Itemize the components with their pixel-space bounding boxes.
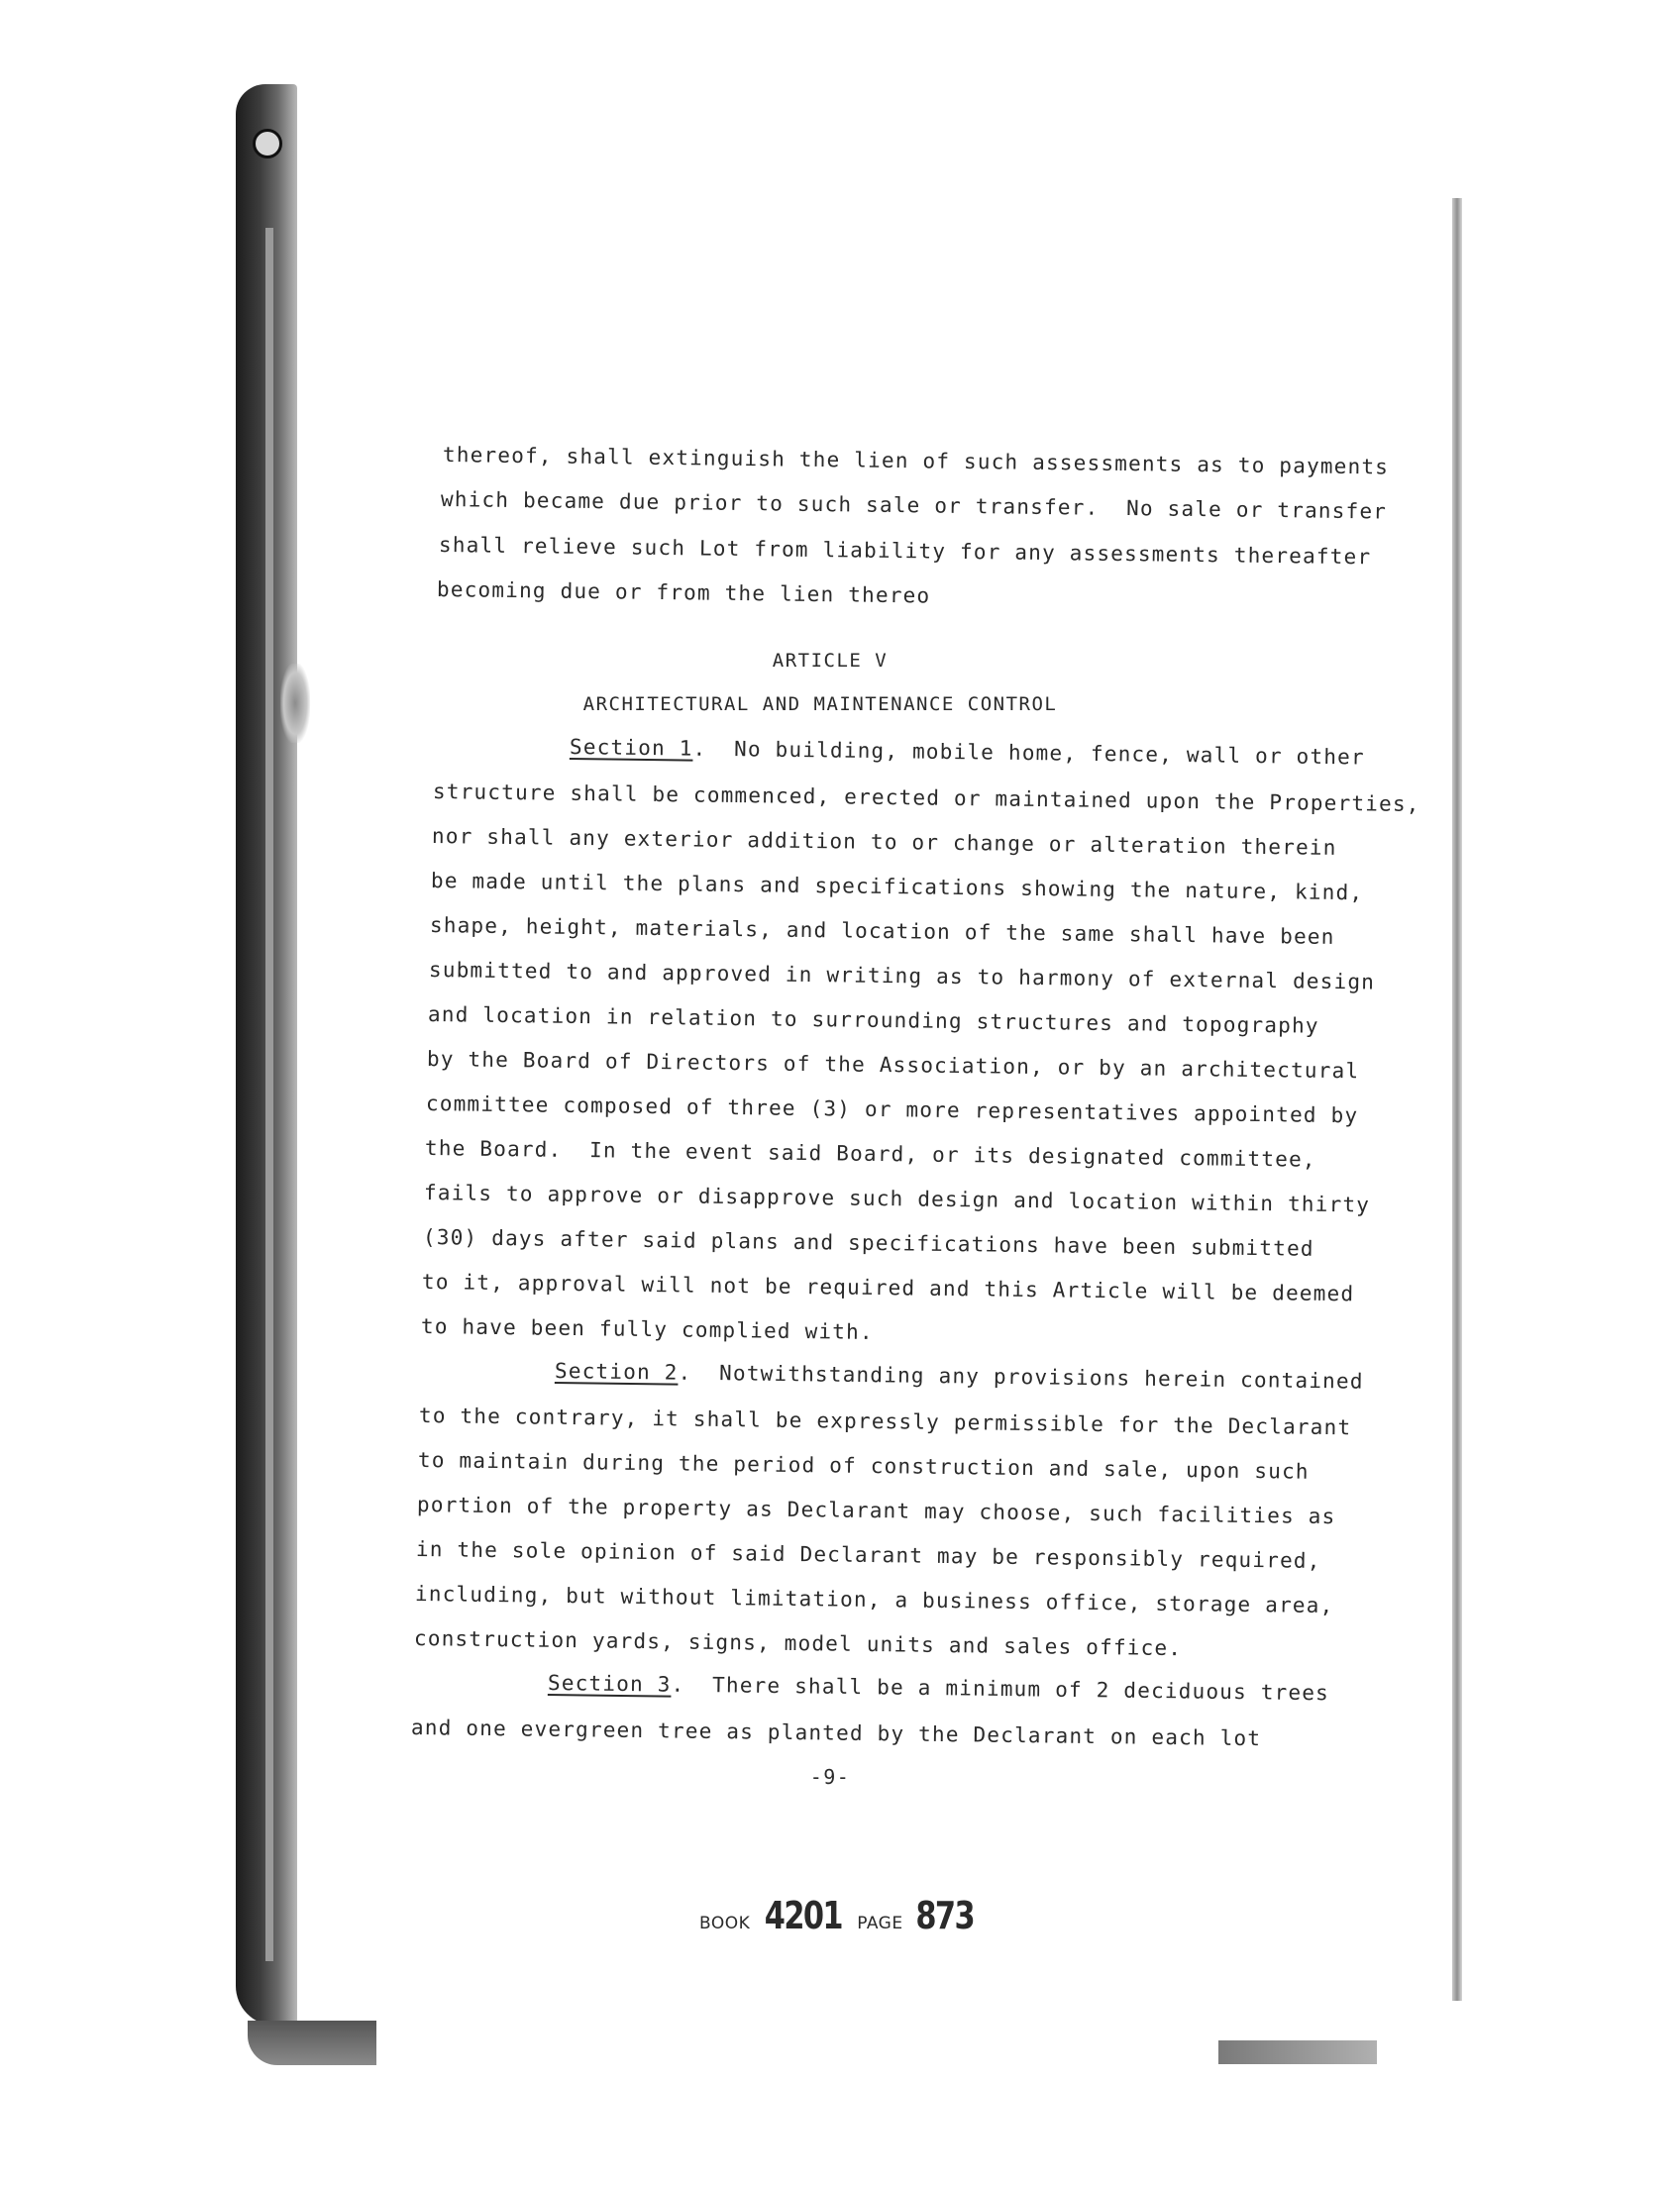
scan-edge-left-inner bbox=[265, 228, 273, 1961]
section-1-heading: Section 1 bbox=[569, 735, 693, 761]
scan-edge-bottom-right bbox=[1218, 2040, 1377, 2064]
section-3-first-line bbox=[548, 1671, 1329, 1705]
text-line: in the sole opinion of said Declarant may be responsibly required, bbox=[415, 1537, 1321, 1573]
section-2-first-line-text: . Notwithstanding any provisions herein contained bbox=[678, 1360, 1364, 1394]
scan-edge-bottom-left bbox=[248, 2021, 376, 2065]
text-line: shape, height, materials, and location of the same shall have been bbox=[429, 913, 1335, 949]
text-line: thereof, shall extinguish the lien of such assessments as to payments bbox=[442, 443, 1390, 479]
text-line: to the contrary, it shall be expressly permissible for the Declarant bbox=[418, 1404, 1352, 1440]
section-3-heading: Section 3 bbox=[547, 1671, 672, 1697]
text-line: and location in relation to surrounding structures and topography bbox=[427, 1002, 1319, 1038]
page-number: -9- bbox=[809, 1765, 851, 1789]
text-line: be made until the plans and specifications showing the nature, kind, bbox=[430, 869, 1364, 905]
text-line: by the Board of Directors of the Association, or by an architectural bbox=[426, 1047, 1360, 1084]
text-line: construction yards, signs, model units and sales office. bbox=[413, 1626, 1183, 1661]
section-2-first-line bbox=[555, 1359, 1364, 1394]
text-line: shall relieve such Lot from liability for any assessments thereafter bbox=[438, 533, 1372, 570]
scan-edge-right bbox=[1452, 198, 1462, 2001]
section-2-heading: Section 2 bbox=[554, 1359, 679, 1385]
section-1-first-line bbox=[570, 735, 1365, 770]
text-line: which became due prior to such sale or transfer. No sale or transfer bbox=[440, 487, 1388, 524]
text-line: including, but without limitation, a business office, storage area, bbox=[414, 1582, 1334, 1618]
text-line: to maintain during the period of construction and sale, upon such bbox=[417, 1448, 1310, 1484]
text-line: to have been fully complied with. bbox=[420, 1314, 874, 1344]
page-label: PAGE bbox=[857, 1914, 903, 1933]
text-line: submitted to and approved in writing as to harmony of external design bbox=[428, 958, 1376, 994]
book-page-number: 873 bbox=[915, 1894, 974, 1937]
text-line: the Board. In the event said Board, or its designated committee, bbox=[424, 1136, 1316, 1172]
punch-hole bbox=[253, 129, 282, 158]
text-line: fails to approve or disapprove such design and location within thirty bbox=[423, 1181, 1371, 1217]
text-line: to it, approval will not be required and this Article will be deemed bbox=[421, 1270, 1355, 1306]
book-stamp bbox=[0, 1894, 1680, 1937]
article-number: ARTICLE V bbox=[772, 650, 889, 672]
text-line: and one evergreen tree as planted by the Declarant on each lot bbox=[410, 1716, 1262, 1751]
text-line: nor shall any exterior addition to or change or alteration therein bbox=[431, 824, 1337, 860]
text-line: committee composed of three (3) or more representatives appointed by bbox=[425, 1092, 1359, 1128]
text-line: (30) days after said plans and specifications have been submitted bbox=[422, 1225, 1314, 1261]
text-line: structure shall be commenced, erected or maintained upon the Properties, bbox=[432, 780, 1420, 817]
text-line: becoming due or from the lien thereo bbox=[436, 577, 931, 608]
book-number: 4201 bbox=[765, 1894, 843, 1937]
text-line: portion of the property as Declarant may choose, such facilities as bbox=[416, 1493, 1336, 1529]
section-1-first-line-text: . No building, mobile home, fence, wall or other bbox=[692, 736, 1365, 770]
book-label: BOOK bbox=[698, 1914, 751, 1933]
section-3-first-line-text: . There shall be a minimum of 2 deciduous trees bbox=[671, 1672, 1330, 1706]
article-title: ARCHITECTURAL AND MAINTENANCE CONTROL bbox=[582, 693, 1058, 715]
